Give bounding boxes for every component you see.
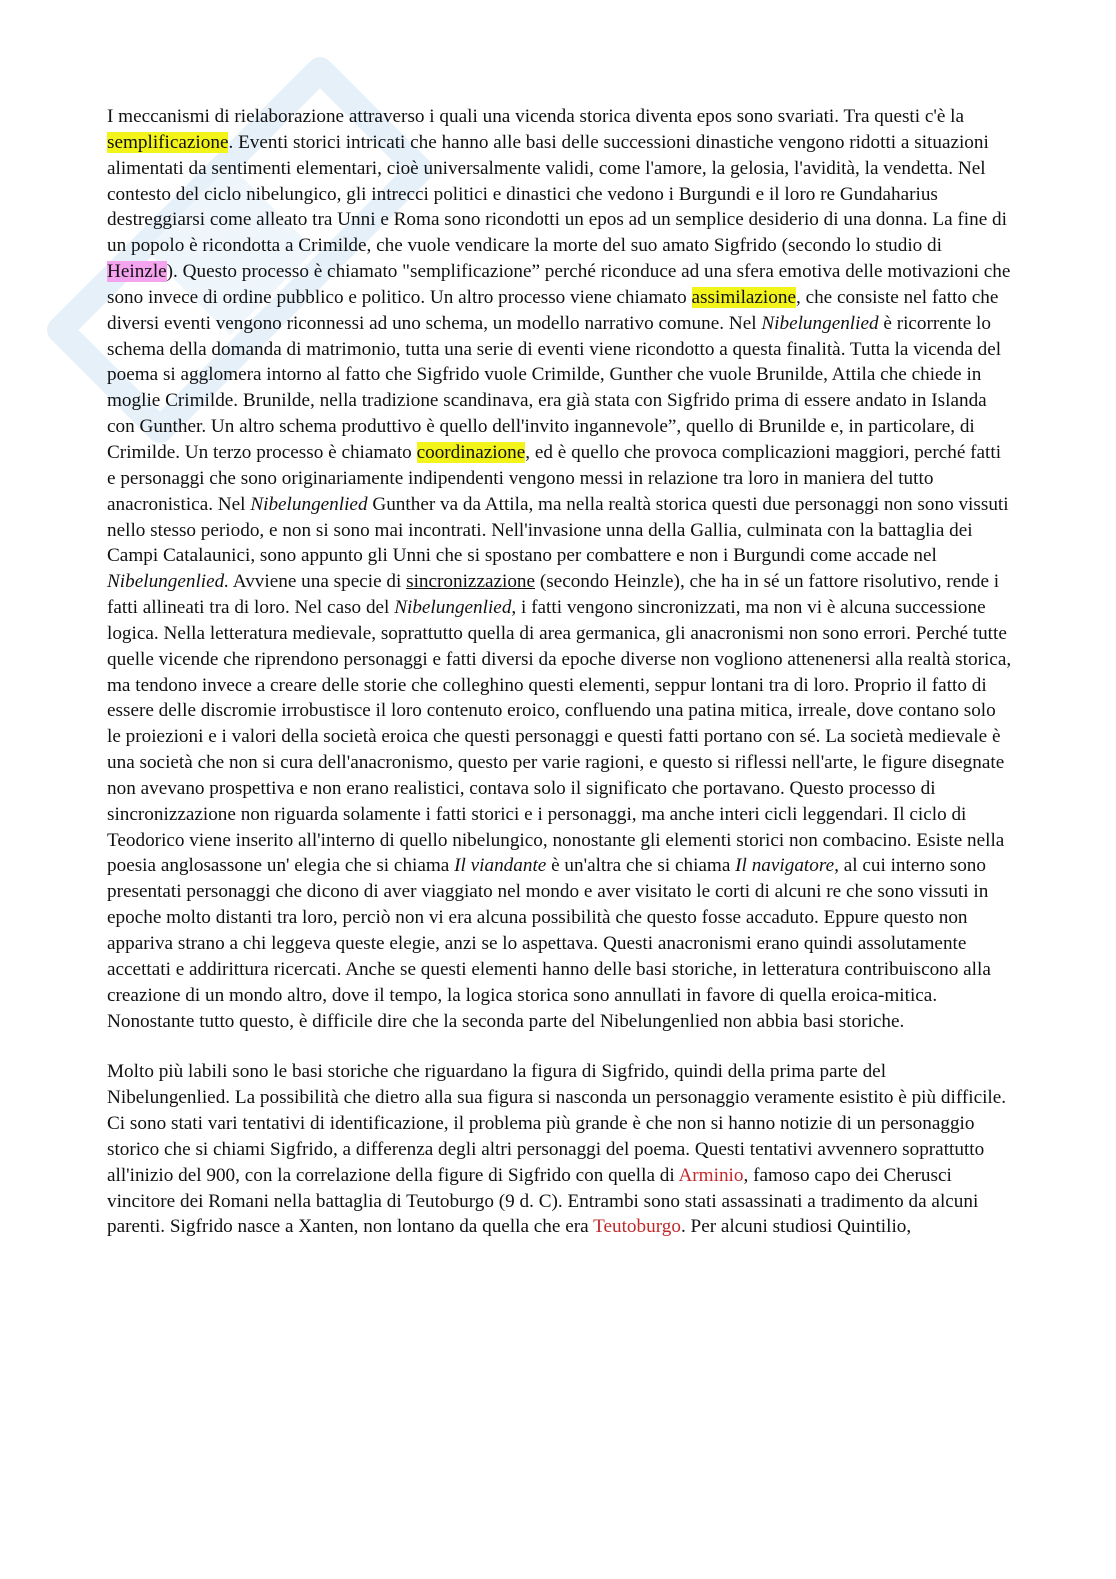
link-arminio[interactable]: Arminio bbox=[678, 1164, 744, 1186]
body-text bbox=[107, 104, 1012, 1240]
italic-title: Il navigatore, bbox=[735, 855, 839, 877]
text-run: , ed è quello che provoca complicazioni maggiori, perché fatti e personaggi che sono originariamente indipendenti vengono messi in relazione tra loro in maniera del tutto anacronistica. Nel bbox=[107, 441, 1002, 515]
text-run: Avviene una specie di bbox=[229, 571, 407, 593]
underlined-sincronizzazione: sincronizzazione bbox=[406, 571, 536, 593]
highlight-semplificazione: semplificazione bbox=[107, 131, 229, 153]
italic-title: Nibelungenlied bbox=[761, 312, 879, 334]
link-teutoburgo[interactable]: Teutoburgo bbox=[593, 1216, 681, 1238]
text-run: ). Questo processo è chiamato "semplificazione” perché riconduce ad una sfera emotiva delle motivazioni che sono invece di ordine pubblico e politico. Un altro processo viene chiamato bbox=[107, 261, 1011, 308]
italic-title: Nibelungenlied bbox=[394, 597, 512, 619]
text-run: al cui interno sono presentati personaggi che dicono di aver viaggiato nel mondo e aver visitato le corti di alcuni re che sono vissuti in epoche molto distanti tra loro, perciò non vi era alcuna possibilità che questo fosse accaduto. Eppure questo non appariva strano a chi leggeva queste elegie, anzi se lo aspettava. Questi anacronismi erano quindi assolutamente accettati e addirittura ricercati. Anche se questi elementi hanno delle basi storiche, in letteratura contribuiscono alla creazione di un mondo altro, dove il tempo, la logica storica sono annullati in favore di quella eroica-mitica. Nonostante tutto questo, è difficile dire che la seconda parte del Nibelungenlied non abbia basi storiche. bbox=[107, 855, 991, 1032]
text-run: è ricorrente lo schema della domanda di matrimonio, tutta una serie di eventi viene ricondotto a questa finalità. Tutta la vicenda del poema si agglomera intorno al fatto che Sigfrido vuole Crimilde, Gunther che vuole Brunilde, Attila che chiede in moglie Crimilde. Brunilde, nella tradizione scandinava, era già stata con Sigfrido prima di essere andato in Islanda con Gunther. Un altro schema produttivo è quello dell'invito ingannevole”, quello di Brunilde e, in particolare, di Crimilde. Un terzo processo è chiamato bbox=[107, 312, 1002, 463]
text-run: è un'altra che si chiama bbox=[546, 855, 736, 877]
paragraph-1 bbox=[107, 104, 1012, 1034]
text-run: . Per alcuni studiosi Quintilio, bbox=[680, 1216, 912, 1238]
text-run: , i fatti vengono sincronizzati, ma non vi è alcuna successione logica. Nella letteratura medievale, soprattutto quella di area germanica, gli anacronismi non sono errori. Perché tutte quelle vicende che riprendono personaggi e fatti diversi da epoche diverse non vogliono attenenersi alla realtà storica, ma tendono invece a creare delle storie che colleghino questi elementi, seppur lontani tra di loro. Proprio il fatto di essere delle discromie irrobustisce il loro contenuto eroico, confluendo una patina mitica, irreale, dove contano solo le proiezioni e i valori della società eroica che questi personaggi e questi fatti portano con sé. La società medievale è una società che non si cura dell'anacronismo, questo per varie ragioni, e questo si riflessi nell'arte, le figure disegnate non avevano prospettiva e non erano realistici, contava solo il significato che portavano. Questo processo di sincronizzazione non riguarda solamente i fatti storici e i personaggi, ma anche interi cicli leggendari. Il ciclo di Teodorico viene inserito all'interno di quello nibelungico, nonostante gli elementi storici non combacino. Esiste nella poesia anglosassone un' elegia che si chiama bbox=[107, 597, 1012, 877]
italic-title: Il viandante bbox=[454, 855, 547, 877]
paragraph-2 bbox=[107, 1059, 1012, 1240]
text-run: , che consiste nel fatto che diversi eventi vengono riconnessi ad uno schema, un modello narrativo comune. Nel bbox=[107, 286, 999, 334]
text-run: Molto più labili sono le basi storiche che riguardano la figura di Sigfrido, quindi della prima parte del Nibelungenlied. La possibilità che dietro alla sua figura si nasconda un personaggio veramente esistito è più difficile. Ci sono stati vari tentativi di identificazione, il problema più grande è che non si hanno notizie di un personaggio storico che si chiami Sigfrido, a differenza degli altri personaggi del poema. Questi tentativi avvennero soprattutto all'inizio del 900, con la correlazione della figure di Sigfrido con quella di bbox=[107, 1061, 1007, 1186]
italic-title: Nibelungenlied. bbox=[107, 571, 230, 593]
text-run: . Eventi storici intricati che hanno alle basi delle successioni dinastiche vengono ridotti a situazioni alimentati da sentimenti elementari, cioè universalmente validi, come l'amore, la gelosia, l'avidità, la vendetta. Nel contesto del ciclo nibelungico, gli intrecci politici e dinastici che vedono i Burgundi e il loro re Gundaharius destreggiarsi come alleato tra Unni e Roma sono ricondotti un epos ad un semplice desiderio di una donna. La fine di un popolo è ricondotta a Crimilde, che vuole vendicare la morte del suo amato Sigfrido (secondo lo studio di bbox=[107, 131, 1007, 257]
text-run: , famoso capo dei Cherusci vincitore dei Romani nella battaglia di Teutoburgo (9 d. C). Entrambi sono stati assassinati a tradimento da alcuni parenti. Sigfrido nasce a Xanten, non lontano da quella che era bbox=[107, 1164, 979, 1238]
highlight-heinzle: Heinzle bbox=[107, 261, 167, 283]
highlight-coordinazione: coordinazione bbox=[416, 441, 526, 463]
highlight-assimilazione: assimilazione bbox=[691, 286, 796, 308]
text-run: (secondo Heinzle), che ha in sé un fattore risolutivo, rende i fatti allineati tra di loro. Nel caso del bbox=[107, 571, 1000, 619]
text-run: Gunther va da Attila, ma nella realtà storica questi due personaggi non sono vissuti nello stesso periodo, e non si sono mai incontrati. Nell'invasione unna della Gallia, culminata con la battaglia dei Campi Catalaunici, sono appunto gli Unni che si spostano per combattere e non i Burgundi come accade nel bbox=[107, 493, 1009, 567]
italic-title: Nibelungenlied bbox=[250, 493, 368, 515]
text-run: I meccanismi di rielaborazione attraverso i quali una vicenda storica diventa epos sono svariati. Tra questi c'è la bbox=[107, 106, 965, 127]
